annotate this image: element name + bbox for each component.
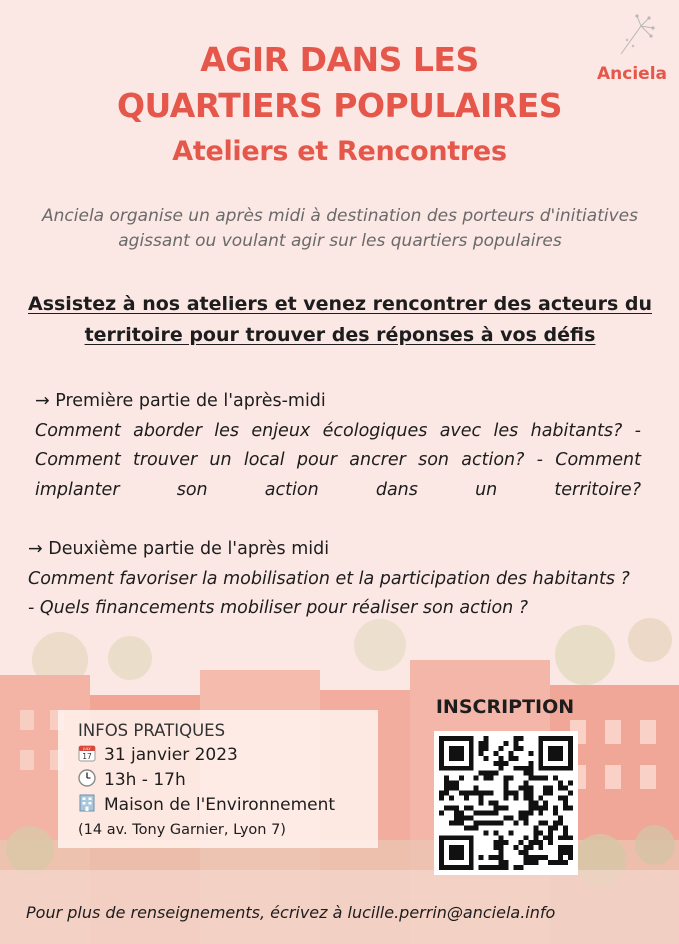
date-row <box>78 743 335 768</box>
part-two-questions: Comment favoriser la mobilisation et la participation des habitants ? - Quels financements mobiliser pour réaliser son action ? <box>28 568 630 618</box>
place-row <box>78 793 335 818</box>
event-date: 31 janvier 2023 <box>104 745 238 765</box>
qr-code-icon[interactable] <box>434 731 578 875</box>
event-address: (14 av. Tony Garnier, Lyon 7) <box>78 822 286 838</box>
intro-text: Anciela organise un après midi à destination des porteurs d'initiatives agissant ou voulant agir sur les quartiers populaires <box>42 206 638 251</box>
time-row <box>78 768 335 793</box>
event-place: Maison de l'Environnement <box>104 795 336 815</box>
headline: Assistez à nos ateliers et venez rencontrer des acteurs du territoire pour trouver des réponses à vos défis <box>27 293 653 346</box>
logo-text: Anciela <box>597 64 667 84</box>
calendar-icon-label: JULY <box>83 747 91 752</box>
calendar-icon-day: 17 <box>82 752 92 761</box>
part-one-heading: → Première partie de l'après-midi <box>35 391 326 411</box>
clock-icon <box>78 769 96 787</box>
part-two <box>28 535 634 624</box>
title-line-1: AGIR DANS LES <box>200 40 479 79</box>
building-icon <box>78 794 96 812</box>
part-one-questions: Comment aborder les enjeux écologiques avec les habitants? - Comment trouver un local pour ancrer son action? - Comment implanter son action dans un territoire? <box>35 420 641 500</box>
part-two-heading: → Deuxième partie de l'après midi <box>28 539 330 559</box>
inscription-label: INSCRIPTION <box>435 696 575 718</box>
subtitle: Ateliers et Rencontres <box>172 136 507 167</box>
footer-contact: Pour plus de renseignements, écrivez à lucille.perrin@anciela.info <box>26 903 556 922</box>
calendar-icon <box>78 744 96 762</box>
part-one <box>35 387 641 505</box>
infos-panel <box>58 710 378 848</box>
title-line-2: QUARTIERS POPULAIRES <box>116 86 563 125</box>
event-time: 13h - 17h <box>104 770 186 790</box>
infos-title: INFOS PRATIQUES <box>78 721 226 740</box>
